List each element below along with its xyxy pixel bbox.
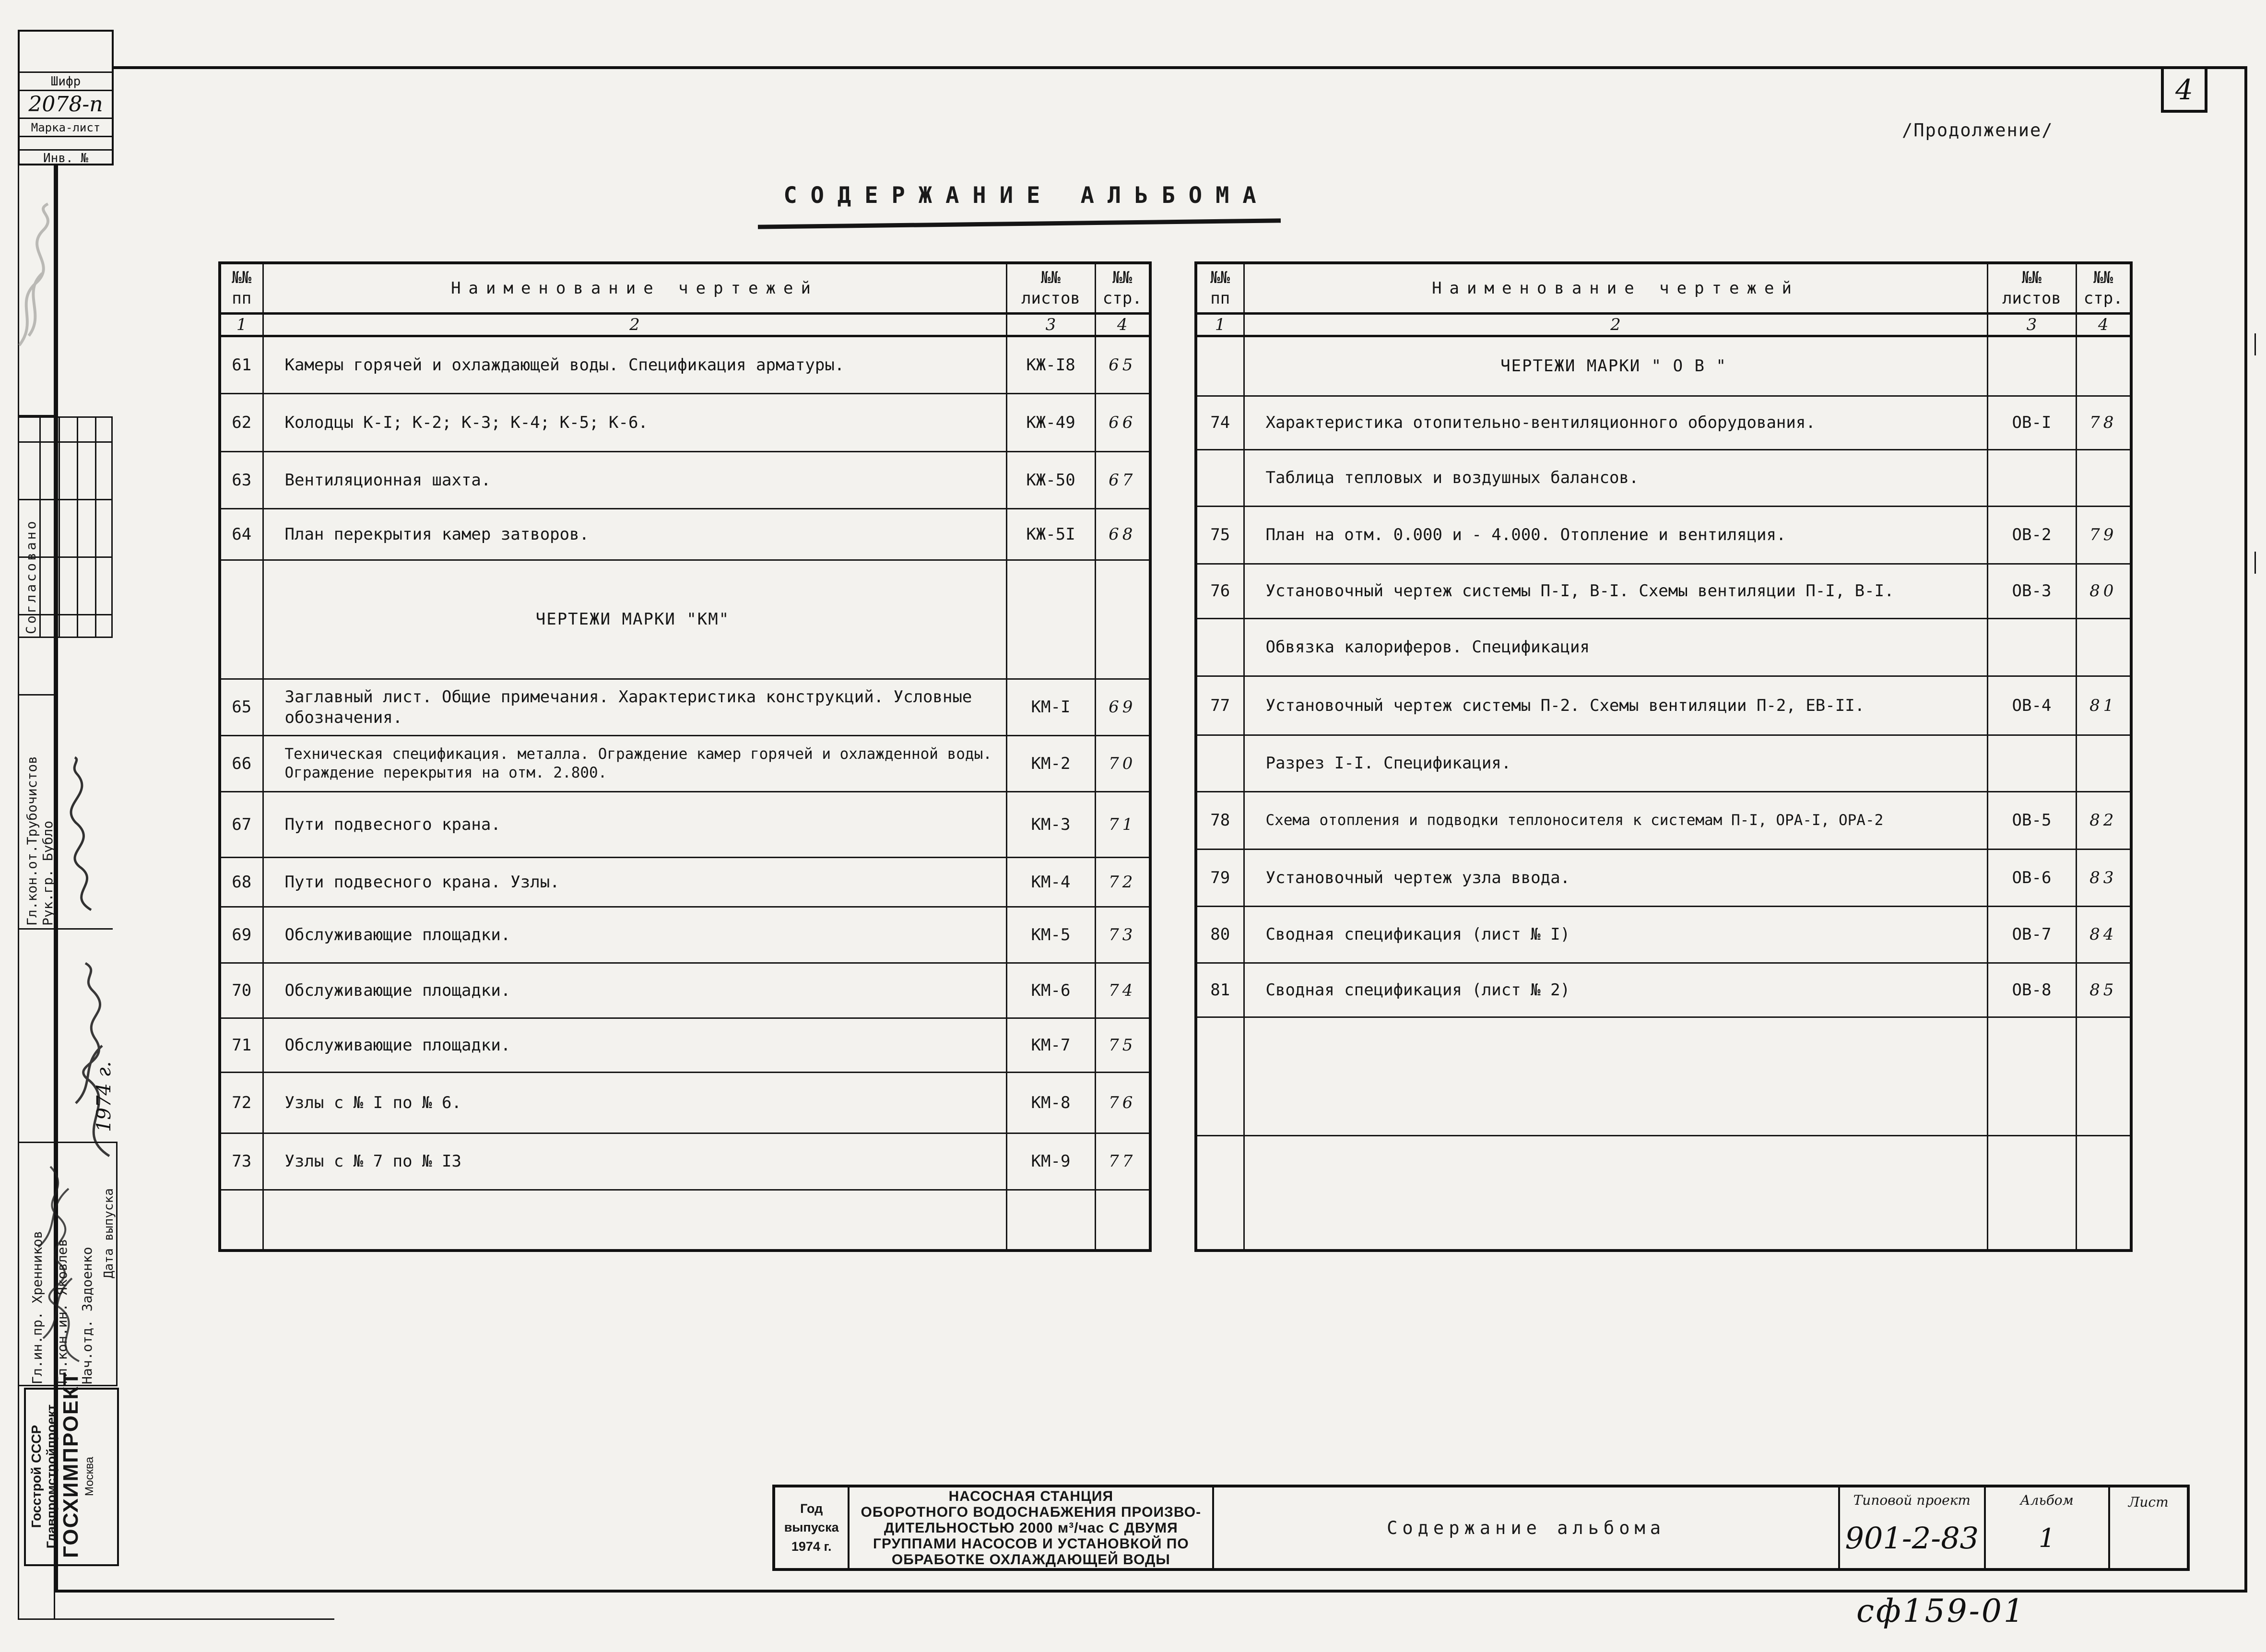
list-label: Лист: [2128, 1494, 2169, 1510]
row-number: 61: [220, 336, 263, 394]
empty-cell: [1987, 1017, 2076, 1136]
signer-role: Гл.кон.от.Трубочистов: [24, 755, 40, 926]
page-number: 66: [1095, 394, 1150, 452]
drawing-title: Пути подвесного крана.: [263, 792, 1006, 858]
drawing-title: Колодцы К-I; К-2; К-3; К-4; К-5; К-6.: [263, 394, 1006, 452]
drawing-title: Камеры горячей и охлаждающей воды. Спецификация арматуры.: [263, 336, 1006, 394]
page-number: 72: [1095, 858, 1150, 907]
album-value: 1: [2038, 1523, 2055, 1553]
sheet-number: ОВ-I: [1987, 396, 2076, 450]
marka-list-label: Марка-лист: [20, 119, 112, 137]
empty-row: [1196, 1136, 2131, 1251]
table-row: [220, 858, 1150, 907]
page-number: 70: [1095, 736, 1150, 792]
header-sheets: №№ листов: [1006, 263, 1095, 313]
col-index: 2: [1244, 313, 1987, 336]
drawing-title: Установочный чертеж узла ввода.: [1244, 850, 1987, 907]
row-number: 79: [1196, 850, 1244, 907]
page-number: 77: [1095, 1133, 1150, 1190]
table-row: [220, 963, 1150, 1018]
page-number: 78: [2076, 396, 2131, 450]
album-cell: [1984, 1487, 2108, 1568]
drawing-title: Обслуживающие площадки.: [263, 1018, 1006, 1073]
signer-role: Гл.кон.ин. Яковлев: [54, 1239, 70, 1384]
drawing-title: Разрез I-I. Спецификация.: [1244, 735, 1987, 792]
drawing-title: Обслуживающие площадки.: [263, 963, 1006, 1018]
drawing-title: План перекрытия камер затворов.: [263, 509, 1006, 560]
upper-signers: [24, 700, 56, 926]
left-toc-table: [218, 261, 1152, 1252]
margin-rail-line: [18, 165, 19, 1620]
stamp-empty-cell: [20, 32, 112, 73]
empty-cell: [263, 1190, 1006, 1251]
project-title-line: ОБРАБОТКЕ ОХЛАЖДАЮЩЕЙ ВОДЫ: [891, 1551, 1170, 1568]
grid-line: [39, 416, 41, 638]
sheet-number: КМ-6: [1006, 963, 1095, 1018]
table-row: [220, 1133, 1150, 1190]
page-number: [2076, 450, 2131, 507]
stamp-empty-cell: [20, 137, 112, 151]
empty-row: [220, 1190, 1150, 1251]
sheet-number-box: [2161, 66, 2207, 113]
table-row: [1196, 507, 2131, 564]
table-row: [1196, 850, 2131, 907]
continuation-row: [1196, 450, 2131, 507]
header-num: №№ пп: [220, 263, 263, 313]
row-number: 80: [1196, 907, 1244, 963]
page-number: 80: [2076, 564, 2131, 619]
inventory-label: Инв. №: [43, 151, 88, 165]
row-number: 65: [220, 679, 263, 736]
page-number: 73: [1095, 907, 1150, 963]
sheet-number: ОВ-2: [1987, 507, 2076, 564]
signature: [26, 1161, 94, 1367]
sheet-number: КМ-I: [1006, 679, 1095, 736]
sheet-number: ОВ-3: [1987, 564, 2076, 619]
year-label: Год: [800, 1501, 823, 1516]
sheet-number: КМ-7: [1006, 1018, 1095, 1073]
page-number: 65: [1095, 336, 1150, 394]
project-title-cell: [848, 1487, 1212, 1568]
drawing-title: Сводная спецификация (лист № I): [1244, 907, 1987, 963]
empty-cell: [1244, 1136, 1987, 1251]
table-row: [1196, 676, 2131, 735]
page-number: 75: [1095, 1018, 1150, 1073]
drawing-title: Вентиляционная шахта.: [263, 452, 1006, 509]
row-number: 62: [220, 394, 263, 452]
col-index: 1: [1196, 313, 1244, 336]
sheet-number: ОВ-4: [1987, 676, 2076, 735]
table-row: [1196, 792, 2131, 850]
drawing-title: Таблица тепловых и воздушных балансов.: [1244, 450, 1987, 507]
continuation-note: /Продолжение/: [1902, 120, 2054, 141]
list-cell: [2108, 1487, 2187, 1568]
grid-line: [95, 416, 96, 638]
header-name: Наименование чертежей: [1244, 263, 1987, 313]
empty-cell: [220, 1190, 263, 1251]
sheet-number: ОВ-8: [1987, 963, 2076, 1017]
type-project-label: Типовой проект: [1853, 1492, 1971, 1508]
corner-stamp: [18, 30, 114, 165]
column-number-row: [1196, 313, 2131, 336]
sheet-number: КЖ-49: [1006, 394, 1095, 452]
document-title: Содержание альбома: [1387, 1517, 1666, 1538]
drawing-title: Техническая спецификация. металла. Ограждение камер горячей и охлажденной воды. Ограждение перекрытия на отм. 2.800.: [263, 736, 1006, 792]
issue-date-label: Дата выпуска: [102, 1188, 116, 1278]
drawing-title: Узлы с № 7 по № I3: [263, 1133, 1006, 1190]
empty-cell: [1196, 1136, 1244, 1251]
agreed-label: Согласовано: [23, 519, 39, 634]
sheet-number: ОВ-7: [1987, 907, 2076, 963]
row-number: [1196, 735, 1244, 792]
table-row: [1196, 396, 2131, 450]
project-title-line: ГРУППАМИ НАСОСОВ И УСТАНОВКОЙ ПО: [873, 1535, 1189, 1552]
page-number: [2076, 336, 2131, 396]
sheet-number: [1987, 450, 2076, 507]
page-number: 84: [2076, 907, 2131, 963]
frame-bottom-left-line: [18, 1618, 334, 1620]
sheet-number: [1987, 336, 2076, 396]
project-title-line: ДИТЕЛЬНОСТЬЮ 2000 м³/час С ДВУМЯ: [884, 1520, 1178, 1536]
drawing-title: Установочный чертеж системы П-2. Схемы вентиляции П-2, ЕВ-II.: [1244, 676, 1987, 735]
row-number: [220, 560, 263, 679]
table-row: [220, 736, 1150, 792]
sheet-number: КМ-9: [1006, 1133, 1095, 1190]
sheet-number: КМ-4: [1006, 858, 1095, 907]
right-toc-table: [1194, 261, 2133, 1252]
page-number: 81: [2076, 676, 2131, 735]
margin-divider: [18, 928, 113, 930]
row-number: 72: [220, 1073, 263, 1133]
row-number: 81: [1196, 963, 1244, 1017]
table-row: [220, 907, 1150, 963]
drawing-title: Схема отопления и подводки теплоносителя к системам П-I, ОРА-I, ОРА-2: [1244, 792, 1987, 850]
row-number: 73: [220, 1133, 263, 1190]
drawing-title: Установочный чертеж системы П-I, В-I. Схемы вентиляции П-I, В-I.: [1244, 564, 1987, 619]
sheet-number: КМ-5: [1006, 907, 1095, 963]
table-row: [220, 509, 1150, 560]
row-number: 71: [220, 1018, 263, 1073]
registration-mark: [2254, 333, 2256, 355]
shifr-value: 2078-п: [20, 91, 112, 119]
drawing-title: Характеристика отопительно-вентиляционного оборудования.: [1244, 396, 1987, 450]
page-title: СОДЕРЖАНИЕ АЛЬБОМА: [783, 182, 1270, 209]
drawing-title: Пути подвесного крана. Узлы.: [263, 858, 1006, 907]
empty-cell: [1006, 1190, 1095, 1251]
table-row: [220, 1073, 1150, 1133]
row-number: 68: [220, 858, 263, 907]
page-number: 67: [1095, 452, 1150, 509]
org-line: Москва: [83, 1457, 96, 1496]
signature: [66, 959, 121, 1161]
row-number: 69: [220, 907, 263, 963]
registration-mark: [2254, 552, 2256, 574]
row-number: 78: [1196, 792, 1244, 850]
empty-cell: [2076, 1136, 2131, 1251]
empty-cell: [1987, 1136, 2076, 1251]
table-row: [1196, 907, 2131, 963]
empty-row: [1196, 1017, 2131, 1136]
signer-role: Нач.отд. Задоенко: [79, 1247, 95, 1384]
page-number: [1095, 560, 1150, 679]
sheet-number: ОВ-5: [1987, 792, 2076, 850]
org-line: Госстрой СССР: [29, 1425, 44, 1528]
table-header-row: [1196, 263, 2131, 313]
page-number: 85: [2076, 963, 2131, 1017]
page-number: [2076, 619, 2131, 676]
empty-cell: [1244, 1017, 1987, 1136]
grid-line: [18, 441, 113, 443]
sheet-number: [1987, 735, 2076, 792]
col-index: 2: [263, 313, 1006, 336]
row-number: 77: [1196, 676, 1244, 735]
page-number: 71: [1095, 792, 1150, 858]
continuation-row: [1196, 619, 2131, 676]
empty-cell: [1095, 1190, 1150, 1251]
year-handwritten: 1974 г.: [93, 1061, 115, 1132]
table-row: [220, 336, 1150, 394]
empty-cell: [2076, 1017, 2131, 1136]
signer-role: Гл.ин.пр. Хренников: [29, 1230, 45, 1384]
page-number: 79: [2076, 507, 2131, 564]
sheet-number: КЖ-50: [1006, 452, 1095, 509]
sheet-number: 4: [2175, 73, 2193, 106]
row-number: 75: [1196, 507, 1244, 564]
shifr-label: Шифр: [20, 73, 112, 91]
page-number: [2076, 735, 2131, 792]
document-title-cell: [1212, 1487, 1838, 1568]
drawing-title: Узлы с № I по № 6.: [263, 1073, 1006, 1133]
page-number: 74: [1095, 963, 1150, 1018]
grid-line: [77, 416, 78, 638]
year-value: 1974 г.: [791, 1539, 832, 1554]
drawing-title: Обвязка калориферов. Спецификация: [1244, 619, 1987, 676]
type-project-cell: [1838, 1487, 1984, 1568]
org-line: ГОСХИМПРОЕКТ: [59, 1371, 83, 1558]
row-number: 76: [1196, 564, 1244, 619]
page-number: 76: [1095, 1073, 1150, 1133]
sheet-number: КМ-3: [1006, 792, 1095, 858]
continuation-row: [1196, 735, 2131, 792]
table-row: [220, 792, 1150, 858]
sheet-number: КЖ-5I: [1006, 509, 1095, 560]
drawing-title: Заглавный лист. Общие примечания. Характеристика конструкций. Условные обозначения.: [263, 679, 1006, 736]
empty-cell: [1196, 1017, 1244, 1136]
row-number: [1196, 619, 1244, 676]
row-number: 74: [1196, 396, 1244, 450]
row-number: [1196, 336, 1244, 396]
grid-line: [59, 416, 60, 638]
section-row: [220, 560, 1150, 679]
col-index: 4: [2076, 313, 2131, 336]
header-num: №№ пп: [1196, 263, 1244, 313]
page-number: 82: [2076, 792, 2131, 850]
table-row: [220, 394, 1150, 452]
footer-stamp-code: сф159-01: [1856, 1593, 2026, 1629]
project-title-line: НАСОСНАЯ СТАНЦИЯ: [948, 1488, 1114, 1504]
table-row: [1196, 963, 2131, 1017]
row-number: [1196, 450, 1244, 507]
header-name: Наименование чертежей: [263, 263, 1006, 313]
header-page: №№ стр.: [2076, 263, 2131, 313]
column-number-row: [220, 313, 1150, 336]
col-index: 3: [1987, 313, 2076, 336]
project-title-line: ОБОРОТНОГО ВОДОСНАБЖЕНИЯ ПРОИЗВО-: [861, 1504, 1202, 1520]
album-label: Альбом: [2020, 1492, 2074, 1508]
header-sheets: №№ листов: [1987, 263, 2076, 313]
signature: [61, 755, 105, 914]
type-project-value: 901-2-83: [1845, 1521, 1979, 1556]
page-number: 83: [2076, 850, 2131, 907]
col-index: 1: [220, 313, 263, 336]
header-page: №№ стр.: [1095, 263, 1150, 313]
sheet-number: КМ-2: [1006, 736, 1095, 792]
margin-divider: [18, 694, 55, 696]
sheet-number: КМ-8: [1006, 1073, 1095, 1133]
section-title: ЧЕРТЕЖИ МАРКИ "КМ": [263, 560, 1006, 679]
page-number: 68: [1095, 509, 1150, 560]
section-title: ЧЕРТЕЖИ МАРКИ " О В ": [1244, 336, 1987, 396]
sheet-number: ОВ-6: [1987, 850, 2076, 907]
issue-year-cell: [775, 1487, 848, 1568]
table-row: [220, 452, 1150, 509]
drawing-title: Сводная спецификация (лист № 2): [1244, 963, 1987, 1017]
row-number: 63: [220, 452, 263, 509]
pencil-smudge: [5, 201, 72, 355]
sheet-number: [1006, 560, 1095, 679]
signer-role: Рук.гр. Бубло: [40, 820, 56, 926]
drawing-title: Обслуживающие площадки.: [263, 907, 1006, 963]
section-row: [1196, 336, 2131, 396]
table-header-row: [220, 263, 1150, 313]
sheet-number: [1987, 619, 2076, 676]
organization-names: [29, 1371, 96, 1558]
drawing-title: План на отм. 0.000 и - 4.000. Отопление и вентиляция.: [1244, 507, 1987, 564]
year-label: выпуска: [784, 1520, 839, 1535]
row-number: 67: [220, 792, 263, 858]
sheet-number: КЖ-I8: [1006, 336, 1095, 394]
row-number: 66: [220, 736, 263, 792]
org-line: Главпромстройпроект: [44, 1404, 59, 1549]
table-row: [220, 679, 1150, 736]
grid-line: [18, 499, 113, 500]
page-number: 69: [1095, 679, 1150, 736]
row-number: 70: [220, 963, 263, 1018]
title-block: [772, 1485, 2190, 1571]
col-index: 4: [1095, 313, 1150, 336]
table-row: [1196, 564, 2131, 619]
row-number: 64: [220, 509, 263, 560]
table-row: [220, 1018, 1150, 1073]
col-index: 3: [1006, 313, 1095, 336]
